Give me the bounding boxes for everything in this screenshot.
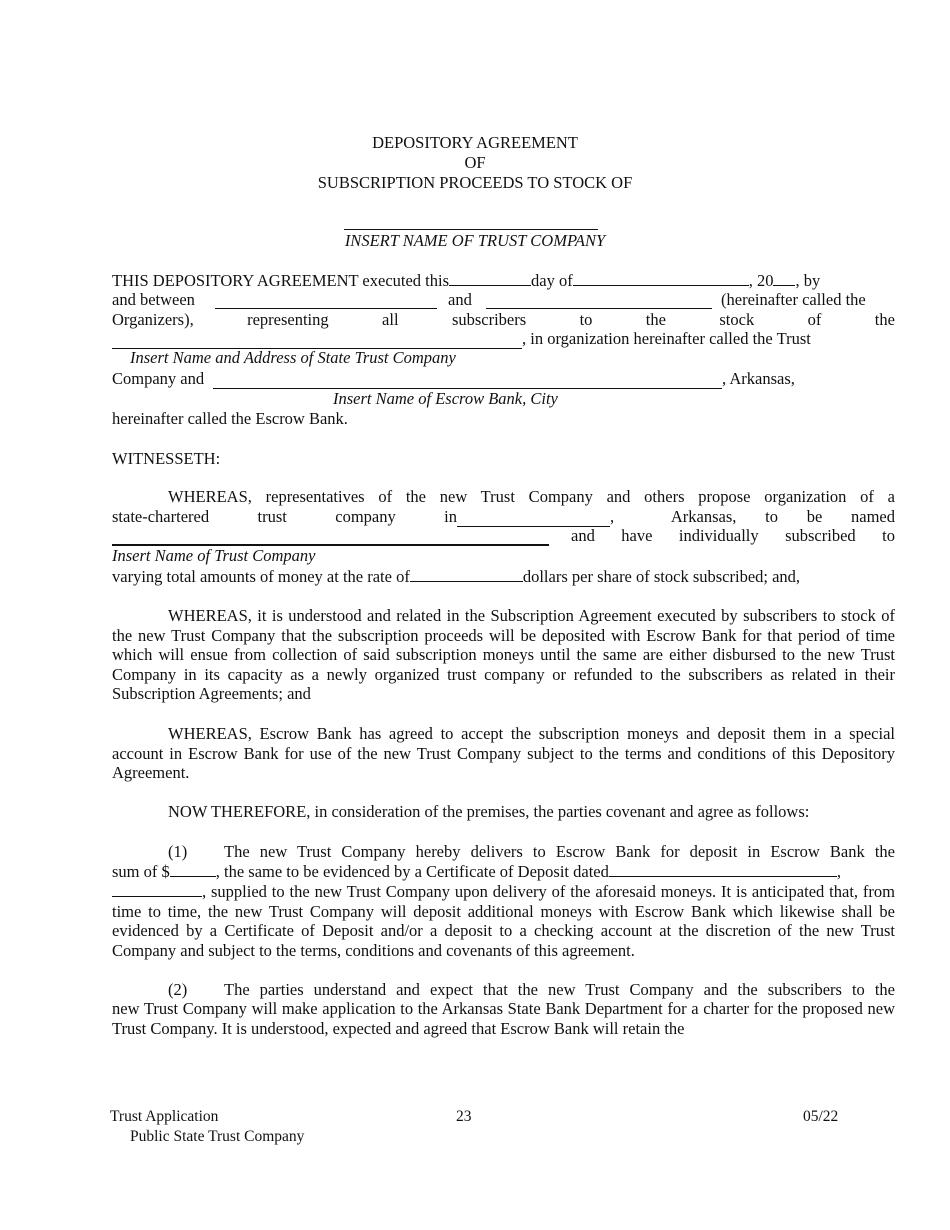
title-line-3: SUBSCRIPTION PROCEEDS TO STOCK OF: [317, 173, 633, 192]
clause-2-number: (2): [168, 980, 188, 999]
footer-page-number: 23: [456, 1108, 472, 1125]
and-between-text: and between: [112, 290, 195, 309]
preamble-text-year: , 20: [748, 271, 774, 290]
title-line-1: DEPOSITORY AGREEMENT: [372, 133, 578, 152]
word: representing: [247, 310, 329, 329]
escrow-bank-blank[interactable]: [213, 373, 722, 389]
whereas-2-paragraph: WHEREAS, it is understood and related in the Subscription Agreement executed by subscribers to stock of the new Trust Company that the subscription proceeds will be deposited with Escrow Bank for that period of time which will ensue from collection of said subscription moneys until the same are either disbursed to the new Trust Company in its capacity as a newly organized trust company or refunded to the subscribers as related in their Subscription Agreements; and: [112, 606, 895, 704]
insert-escrow-caption: Insert Name of Escrow Bank, City: [333, 389, 558, 408]
word: subscribers: [451, 310, 527, 329]
whereas-1-line-2b: , Arkansas, to be named: [610, 507, 895, 526]
witnesseth-heading: WITNESSETH:: [112, 449, 221, 468]
year-blank[interactable]: [773, 270, 795, 286]
arkansas-text: , Arkansas,: [722, 369, 795, 388]
state-trust-company-blank[interactable]: [112, 333, 522, 349]
sum-blank[interactable]: [170, 861, 216, 877]
title-line-2: OF: [464, 153, 486, 172]
now-therefore-paragraph: NOW THEREFORE, in consideration of the premises, the parties covenant and agree as follows:: [168, 802, 810, 821]
and-text: and: [448, 290, 472, 309]
word: the: [874, 310, 895, 329]
whereas-3-paragraph: WHEREAS, Escrow Bank has agreed to accept the subscription moneys and deposit them in a special account in Escrow Bank for use of the new Trust Company subject to the terms and conditions of this Depository Agreement.: [112, 724, 895, 783]
organizer-1-blank[interactable]: [215, 293, 437, 309]
whereas-1-line-2a: state-chartered trust company in: [112, 507, 457, 526]
whereas-1-line-1: WHEREAS, representatives of the new Trust Company and others propose organization of a: [168, 487, 895, 506]
in-organization-text: , in organization hereinafter called the Trust: [522, 329, 811, 348]
deposit-date-blank[interactable]: [609, 861, 837, 877]
clause-1-line-1: (1) The new Trust Company hereby delivers to Escrow Bank for deposit in Escrow Bank the: [168, 842, 895, 861]
footer-left-title: Trust Application: [110, 1108, 219, 1125]
preamble-text-day-of: day of: [531, 271, 573, 290]
city-blank[interactable]: [457, 511, 610, 527]
insert-trust-name-caption: INSERT NAME OF TRUST COMPANY: [344, 231, 606, 250]
insert-trust-company-caption: Insert Name of Trust Company: [112, 546, 316, 565]
month-blank[interactable]: [573, 270, 749, 286]
footer-date: 05/22: [803, 1108, 839, 1125]
word: all: [382, 310, 399, 329]
whereas-1-line-4: varying total amounts of money at the rate of dollars per share of stock subscribed; and,: [112, 567, 801, 586]
preamble-text-executed: THIS DEPOSITORY AGREEMENT executed this: [112, 271, 450, 290]
footer-left-subtitle: Public State Trust Company: [130, 1128, 305, 1145]
day-blank[interactable]: [449, 270, 531, 286]
organizers-line: [112, 310, 895, 330]
clause-2-rest: new Trust Company will make application to the Arkansas State Bank Department for a charter for the proposed new Trust Company. It is understood, expected and agreed that Escrow Bank will retain the: [112, 999, 895, 1038]
word: stock: [719, 310, 755, 329]
clause-1-rest: , supplied to the new Trust Company upon delivery of the aforesaid moneys. It is anticipated that, from time to time, the new Trust Company will deposit additional moneys with Escrow Bank which likewise shall be evidenced by a Certificate of Deposit and/or a deposit to a checking account at the discretion of the new Trust Company and subject to the terms, conditions and covenants of this agreement.: [112, 882, 895, 960]
company-and-text: Company and: [112, 369, 205, 388]
trust-name-blank-line: [344, 229, 598, 230]
clause-2-line-1: (2) The parties understand and expect that the new Trust Company and the subscribers to the: [168, 980, 895, 999]
hereinafter-organizers-text: (hereinafter called the: [721, 290, 866, 309]
preamble-line-1: [112, 270, 820, 291]
organizer-2-blank[interactable]: [486, 293, 712, 309]
clause-1-number: (1): [168, 842, 188, 861]
preamble-text-by: , by: [795, 271, 821, 290]
word: to: [579, 310, 593, 329]
word: Organizers),: [112, 310, 194, 329]
word: the: [645, 310, 666, 329]
rate-blank[interactable]: [410, 566, 523, 582]
hereinafter-escrow-text: hereinafter called the Escrow Bank.: [112, 409, 348, 428]
whereas-1-line-3: and have individually subscribed to: [571, 526, 895, 545]
word: of: [807, 310, 822, 329]
date-continuation-blank[interactable]: [112, 881, 202, 897]
insert-state-trust-caption: Insert Name and Address of State Trust Company: [130, 348, 456, 367]
clause-1-line-2: sum of $ , the same to be evidenced by a Certificate of Deposit dated ,: [112, 862, 841, 881]
